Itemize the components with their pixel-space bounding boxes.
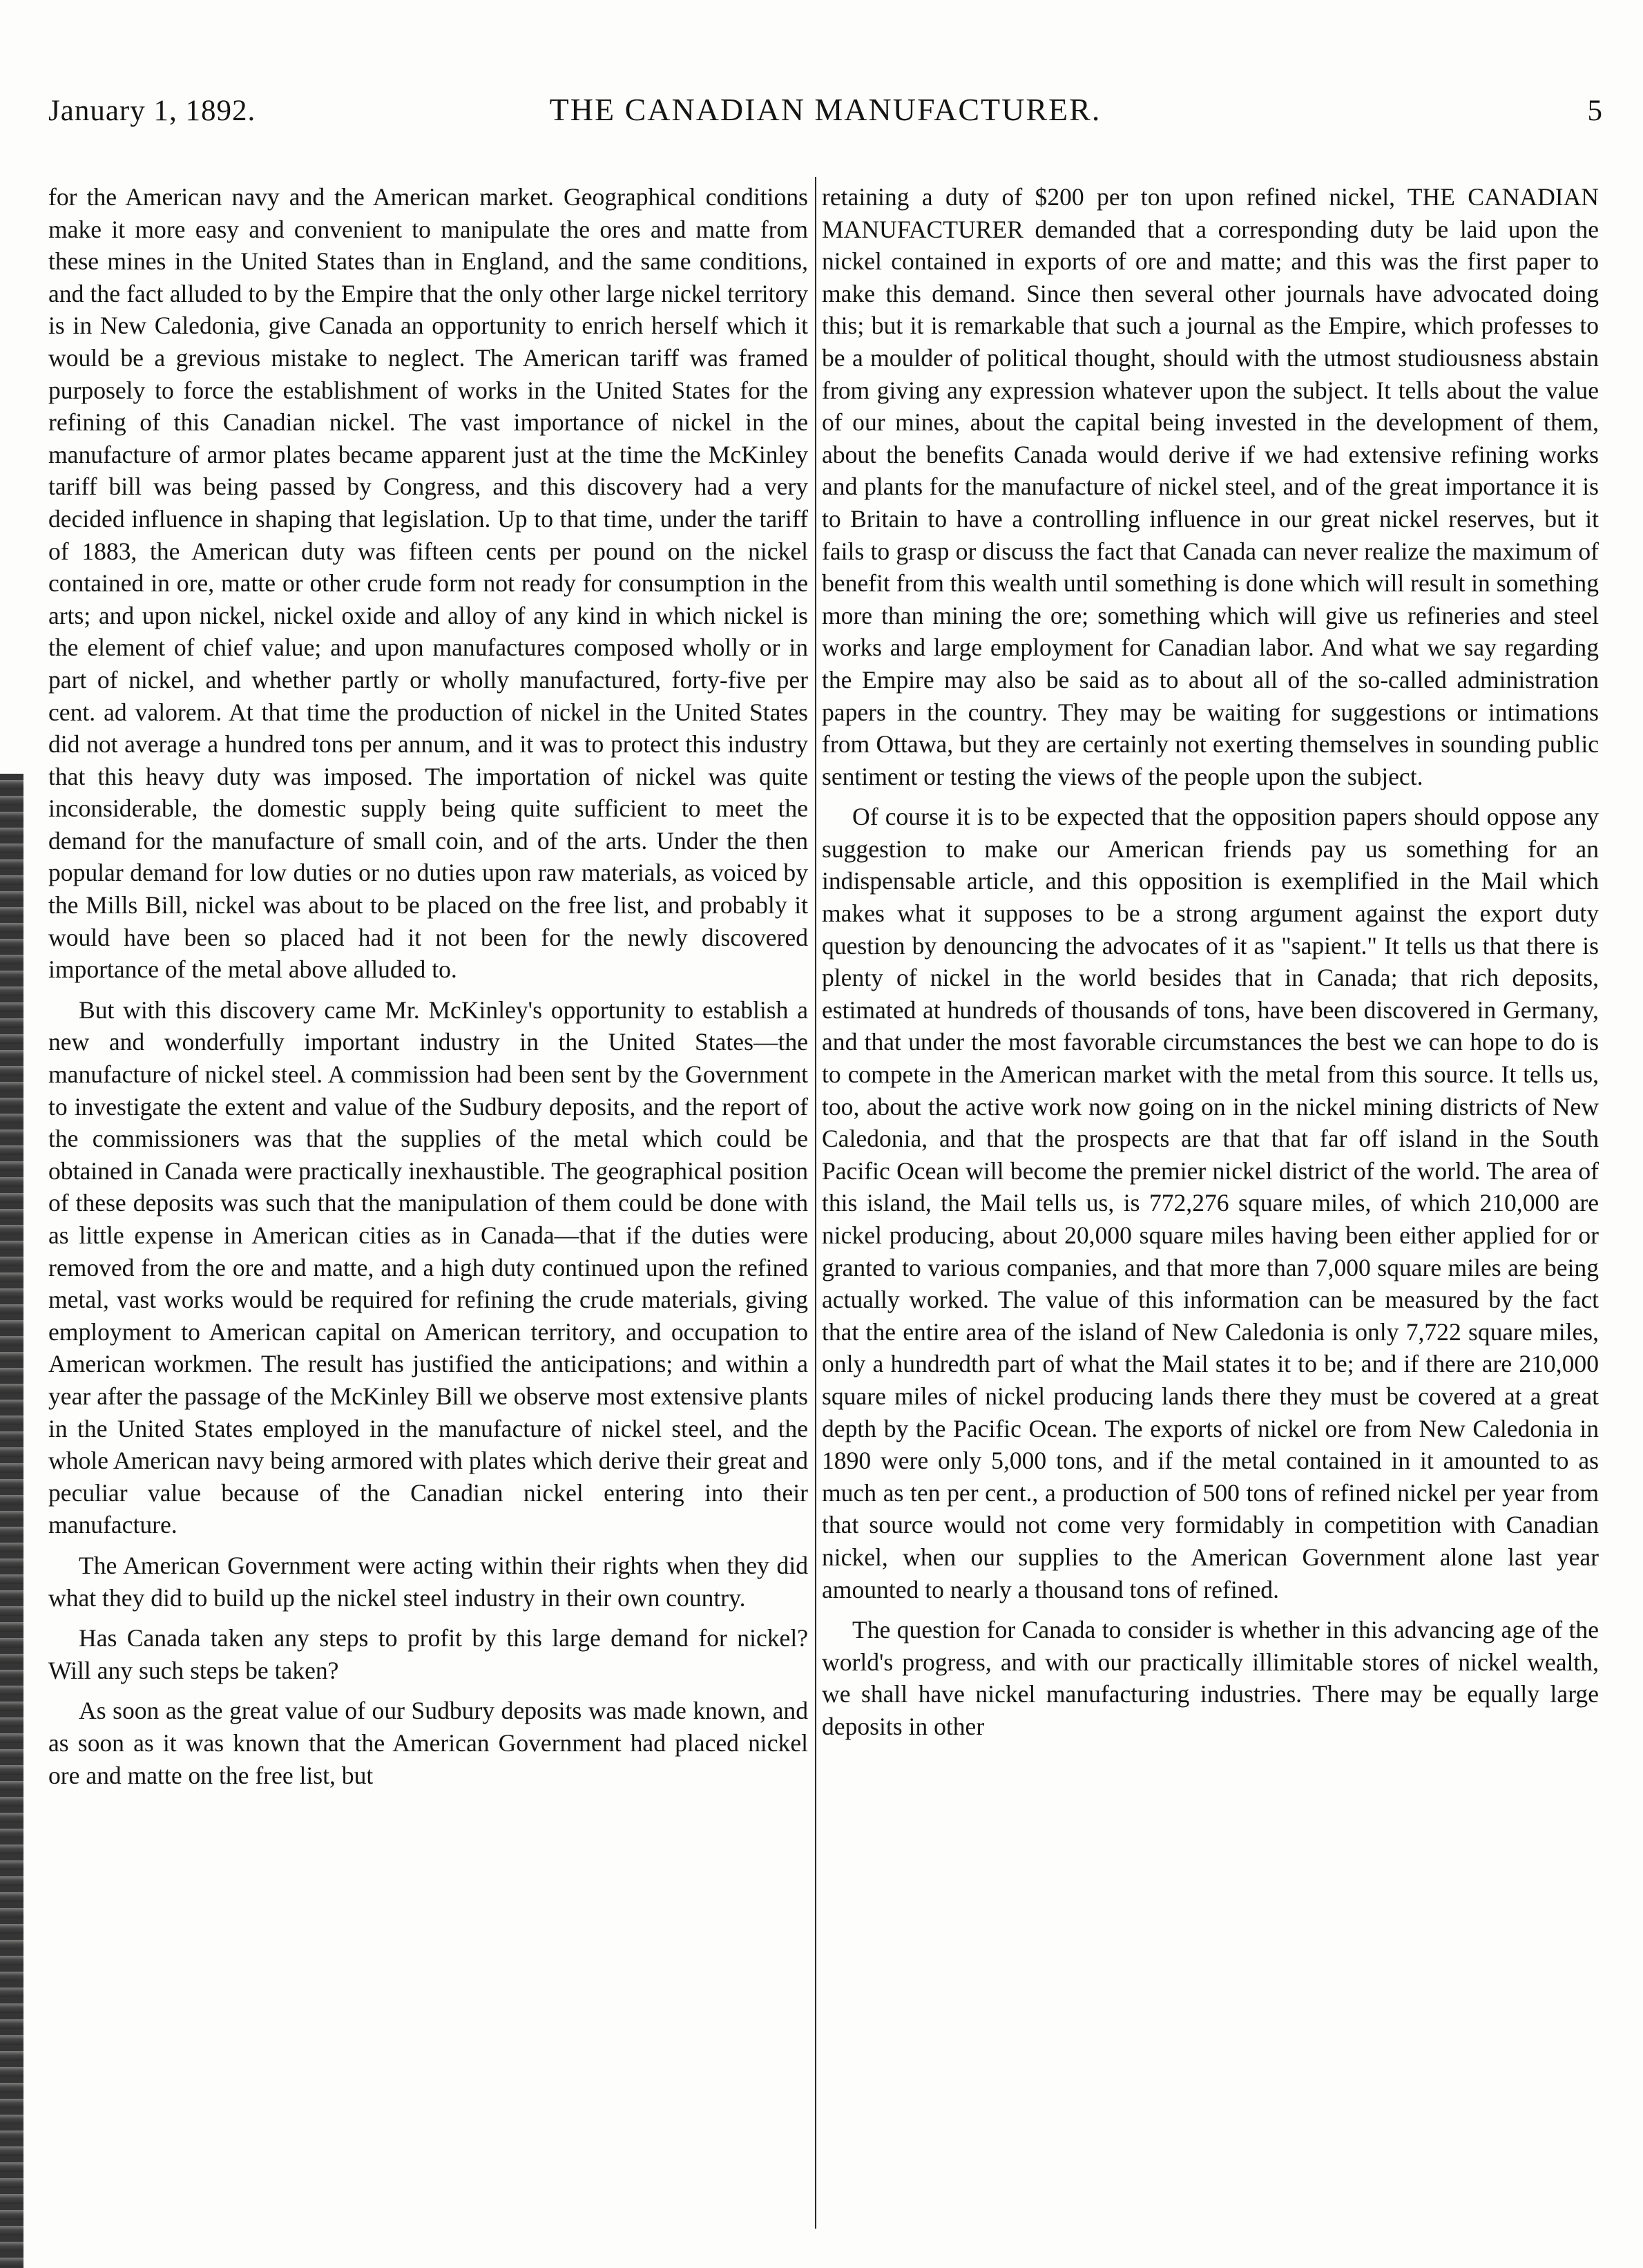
binding-edge-shadow: [0, 774, 23, 2268]
paragraph: retaining a duty of $200 per ton upon refined nickel, THE CANADIAN MANUFACTURER demanded that a corresponding duty be laid upon the nickel contained in exports of ore and matte; and this was the first paper to make this demand. Since then several other journals have advocated doing this; but it is remarkable that such a journal as the Empire, which professes to be a moulder of political thought, should with the utmost studiousness abstain from giving any expression whatever upon the subject. It tells about the value of our mines, about the capital being invested in the development of them, about the benefits Canada would derive if we had extensive refining works and plants for the manufacture of nickel steel, and of the great importance it is to Britain to have a controlling influence in our great nickel reserves, but it fails to grasp or discuss the fact that Canada can never realize the maximum of benefit from this wealth until something is done which will result in something more than mining the ore; something which will give us refineries and steel works and large employment for Canadian labor. And what we say regarding the Empire may also be said as to about all of the so-called administration papers in the country. They may be waiting for suggestions or intimations from Ottawa, but they are certainly not exerting themselves in sounding public sentiment or testing the views of the people upon the subject.: [822, 183, 1599, 790]
paragraph: Of course it is to be expected that the opposition papers should oppose any suggestion to make our American friends pay us something for an indispensable article, and this opposition is exemplified in the Mail which makes what it supposes to be a strong argument against the export duty question by denouncing the advocates of it as "sapient." It tells us that there is plenty of nickel in the world besides that in Canada; that rich deposits, estimated at hundreds of thousands of tons, have been discovered in Germany, and that under the most favorable circumstances the best we can hope to do is to compete in the American market with the metal from this source. It tells us, too, about the active work now going on in the nickel mining districts of New Caledonia, and that the prospects are that that far off island in the South Pacific Ocean will become the premier nickel district of the world. The area of this island, the Mail tells us, is 772,276 square miles, of which 210,000 are nickel producing, about 20,000 square miles having been either applied for or granted to various companies, and that more than 7,000 square miles are being actually worked. The value of this information can be measured by the fact that the entire area of the island of New Caledonia is only 7,722 square miles, only a hundredth part of what the Mail states it to be; and if there are 210,000 square miles of nickel producing lands there they must be covered at a great depth by the Pacific Ocean. The exports of nickel ore from New Caledonia in 1890 were only 5,000 tons, and if the metal contained in it amounted to as much as ten per cent., a production of 500 tons of refined nickel per year from that source would not come very formidably in competition with Canadian nickel, when our supplies to the American Government alone last year amounted to nearly a thousand tons of refined.: [822, 803, 1599, 1603]
paragraph: Has Canada taken any steps to profit by this large demand for nickel? Will any such steps be taken?: [48, 1624, 808, 1684]
page-header: [48, 88, 1602, 137]
paragraph: The question for Canada to consider is whether in this advancing age of the world's progress, and with our practically illimitable stores of nickel wealth, we shall have nickel manufacturing industries. There may be equally large deposits in other: [822, 1616, 1599, 1740]
paragraph: for the American navy and the American market. Geographical conditions make it more easy and convenient to manipulate the ores and matte from these mines in the United States than in England, and the same conditions, and the fact alluded to by the Empire that the only other large nickel territory is in New Caledonia, give Canada an opportunity to enrich herself which it would be a grevious mistake to neglect. The American tariff was framed purposely to force the establishment of works in the United States for the refining of this Canadian nickel. The vast importance of nickel in the manufacture of armor plates became apparent just at the time the McKinley tariff bill was being passed by Congress, and this discovery had a very decided influence in shaping that legislation. Up to that time, under the tariff of 1883, the American duty was fifteen cents per pound on the nickel contained in ore, matte or other crude form not ready for consumption in the arts; and upon nickel, nickel oxide and alloy of any kind in which nickel is the element of chief value; and upon manufactures composed wholly or in part of nickel, and whether partly or wholly manufactured, forty-five per cent. ad valorem. At that time the production of nickel in the United States did not average a hundred tons per annum, and it was to protect this industry that this heavy duty was imposed. The importation of nickel was quite inconsiderable, the domestic supply being quite sufficient to meet the demand for the manufacture of small coin, and of the arts. Under the then popular demand for low duties or no duties upon raw materials, as voiced by the Mills Bill, nickel was about to be placed on the free list, and probably it would have been so placed had it not been for the newly discovered importance of the metal above alluded to.: [48, 183, 808, 984]
page-number: 5: [1587, 95, 1602, 127]
issue-date: January 1, 1892.: [48, 95, 256, 127]
paragraph: As soon as the great value of our Sudbury deposits was made known, and as soon as it was known that the American Government had placed nickel ore and matte on the free list, but: [48, 1697, 808, 1789]
column-rule: [815, 177, 816, 2229]
paragraph: The American Government were acting within their rights when they did what they did to build up the nickel steel industry in their own country.: [48, 1551, 808, 1612]
right-column: [822, 181, 1599, 2226]
paragraph: But with this discovery came Mr. McKinley's opportunity to establish a new and wonderfully important industry in the United States—the manufacture of nickel steel. A commission had been sent by the Government to investigate the extent and value of the Sudbury deposits, and the report of the commissioners was that the supplies of the metal which could be obtained in Canada were practically inexhaustible. The geographical position of these deposits was such that the manipulation of them could be done with as little expense in American cities as in Canada—that if the duties were removed from the ore and matte, and a high duty continued upon the refined metal, vast works would be required for refining the crude materials, giving employment to American capital on American territory, and occupation to American workmen. The result has justified the anticipations; and within a year after the passage of the McKinley Bill we observe most extensive plants in the United States employed in the manufacture of nickel steel, and the whole American navy being armored with plates which derive their great and peculiar value because of the Canadian nickel entering into their manufacture.: [48, 995, 808, 1539]
left-column: [48, 181, 808, 2226]
masthead-title: THE CANADIAN MANUFACTURER.: [549, 92, 1102, 127]
